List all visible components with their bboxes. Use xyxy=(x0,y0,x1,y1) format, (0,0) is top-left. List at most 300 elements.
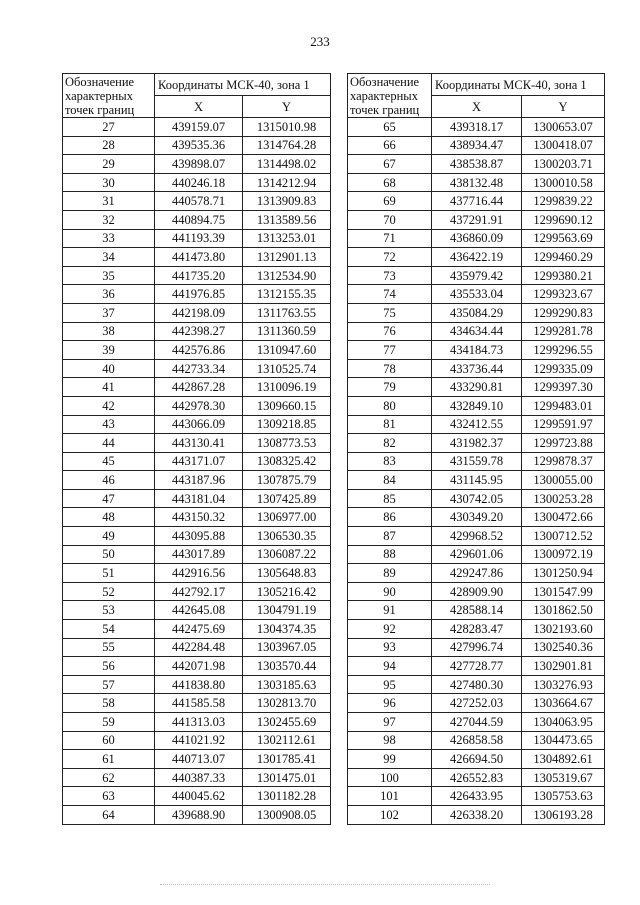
table-row xyxy=(63,564,331,583)
y-coordinate-cell: 1299281.78 xyxy=(522,322,605,341)
point-number-cell: 36 xyxy=(63,285,155,304)
point-number-cell: 80 xyxy=(348,396,432,415)
point-number-cell: 88 xyxy=(348,545,432,564)
point-number-cell: 99 xyxy=(348,750,432,769)
table-row xyxy=(348,564,605,583)
table-row xyxy=(348,694,605,713)
table-row xyxy=(348,434,605,453)
x-coordinate-cell: 440894.75 xyxy=(155,210,243,229)
table-row xyxy=(348,155,605,174)
y-coordinate-cell: 1300972.19 xyxy=(522,545,605,564)
table-row xyxy=(63,173,331,192)
y-coordinate-cell: 1312901.13 xyxy=(243,248,331,267)
x-coordinate-cell: 442916.56 xyxy=(155,564,243,583)
x-coordinate-cell: 435084.29 xyxy=(432,303,522,322)
table-row xyxy=(63,620,331,639)
table-row xyxy=(348,229,605,248)
x-coordinate-cell: 442576.86 xyxy=(155,341,243,360)
y-coordinate-cell: 1302813.70 xyxy=(243,694,331,713)
y-coordinate-cell: 1301785.41 xyxy=(243,750,331,769)
table-row xyxy=(348,173,605,192)
point-number-cell: 40 xyxy=(63,359,155,378)
point-number-cell: 31 xyxy=(63,192,155,211)
y-coordinate-cell: 1304892.61 xyxy=(522,750,605,769)
x-coordinate-cell: 441021.92 xyxy=(155,731,243,750)
y-coordinate-cell: 1299380.21 xyxy=(522,266,605,285)
y-coordinate-cell: 1299563.69 xyxy=(522,229,605,248)
x-coordinate-cell: 439535.36 xyxy=(155,136,243,155)
table-row xyxy=(63,713,331,732)
point-number-cell: 43 xyxy=(63,415,155,434)
table-row xyxy=(348,805,605,824)
table-row xyxy=(63,378,331,397)
y-coordinate-cell: 1299290.83 xyxy=(522,303,605,322)
y-coordinate-cell: 1299591.97 xyxy=(522,415,605,434)
y-coordinate-cell: 1299335.09 xyxy=(522,359,605,378)
x-coordinate-cell: 442645.08 xyxy=(155,601,243,620)
y-coordinate-cell: 1308773.53 xyxy=(243,434,331,453)
table-row xyxy=(348,396,605,415)
x-coordinate-cell: 438934.47 xyxy=(432,136,522,155)
y-coordinate-cell: 1302901.81 xyxy=(522,657,605,676)
point-number-cell: 79 xyxy=(348,378,432,397)
table-row xyxy=(348,415,605,434)
table-row xyxy=(63,118,331,137)
point-number-cell: 61 xyxy=(63,750,155,769)
point-number-cell: 49 xyxy=(63,527,155,546)
point-number-cell: 52 xyxy=(63,582,155,601)
table-row xyxy=(348,471,605,490)
table-row xyxy=(348,675,605,694)
point-number-cell: 39 xyxy=(63,341,155,360)
table-row xyxy=(63,248,331,267)
x-coordinate-cell: 434184.73 xyxy=(432,341,522,360)
y-coordinate-cell: 1314212.94 xyxy=(243,173,331,192)
y-coordinate-cell: 1301547.99 xyxy=(522,582,605,601)
point-number-cell: 91 xyxy=(348,601,432,620)
y-coordinate-cell: 1306977.00 xyxy=(243,508,331,527)
x-coordinate-cell: 441585.58 xyxy=(155,694,243,713)
point-number-cell: 65 xyxy=(348,118,432,137)
y-coordinate-cell: 1306530.35 xyxy=(243,527,331,546)
x-coordinate-cell: 430349.20 xyxy=(432,508,522,527)
point-number-cell: 72 xyxy=(348,248,432,267)
point-number-cell: 68 xyxy=(348,173,432,192)
point-number-cell: 92 xyxy=(348,620,432,639)
x-coordinate-cell: 435533.04 xyxy=(432,285,522,304)
x-coordinate-cell: 426433.95 xyxy=(432,787,522,806)
x-coordinate-cell: 439318.17 xyxy=(432,118,522,137)
x-coordinate-cell: 441735.20 xyxy=(155,266,243,285)
page-number: 233 xyxy=(310,34,330,49)
point-number-cell: 50 xyxy=(63,545,155,564)
y-coordinate-cell: 1301250.94 xyxy=(522,564,605,583)
table-row xyxy=(63,210,331,229)
point-number-cell: 74 xyxy=(348,285,432,304)
y-coordinate-cell: 1311360.59 xyxy=(243,322,331,341)
designation-header: Обозначение характерных точек границ xyxy=(348,74,432,118)
x-coordinate-cell: 442398.27 xyxy=(155,322,243,341)
y-coordinate-cell: 1304374.35 xyxy=(243,620,331,639)
point-number-cell: 37 xyxy=(63,303,155,322)
y-coordinate-cell: 1311763.55 xyxy=(243,303,331,322)
y-coordinate-cell: 1299296.55 xyxy=(522,341,605,360)
table-row xyxy=(63,694,331,713)
x-coordinate-cell: 440713.07 xyxy=(155,750,243,769)
table-row xyxy=(63,452,331,471)
table-row xyxy=(348,527,605,546)
point-number-cell: 98 xyxy=(348,731,432,750)
point-number-cell: 66 xyxy=(348,136,432,155)
x-coordinate-cell: 426858.58 xyxy=(432,731,522,750)
x-coordinate-cell: 427044.59 xyxy=(432,713,522,732)
x-coordinate-cell: 429968.52 xyxy=(432,527,522,546)
table-row xyxy=(348,601,605,620)
y-coordinate-cell: 1310947.60 xyxy=(243,341,331,360)
table-row xyxy=(63,471,331,490)
x-coordinate-cell: 431145.95 xyxy=(432,471,522,490)
y-coordinate-cell: 1304791.19 xyxy=(243,601,331,620)
point-number-cell: 85 xyxy=(348,489,432,508)
x-coordinate-cell: 442198.09 xyxy=(155,303,243,322)
x-coordinate-cell: 442867.28 xyxy=(155,378,243,397)
table-row xyxy=(348,731,605,750)
table-row xyxy=(63,155,331,174)
point-number-cell: 62 xyxy=(63,768,155,787)
x-coordinate-cell: 437716.44 xyxy=(432,192,522,211)
y-coordinate-cell: 1304473.65 xyxy=(522,731,605,750)
x-coordinate-cell: 432849.10 xyxy=(432,396,522,415)
y-coordinate-cell: 1305753.63 xyxy=(522,787,605,806)
point-number-cell: 101 xyxy=(348,787,432,806)
table-row xyxy=(63,545,331,564)
y-coordinate-cell: 1306087.22 xyxy=(243,545,331,564)
y-coordinate-cell: 1303185.63 xyxy=(243,675,331,694)
point-number-cell: 57 xyxy=(63,675,155,694)
x-coordinate-cell: 436422.19 xyxy=(432,248,522,267)
table-row xyxy=(348,359,605,378)
y-coordinate-cell: 1303664.67 xyxy=(522,694,605,713)
point-number-cell: 41 xyxy=(63,378,155,397)
x-coordinate-cell: 435979.42 xyxy=(432,266,522,285)
point-number-cell: 27 xyxy=(63,118,155,137)
table-row xyxy=(63,508,331,527)
table-row xyxy=(348,285,605,304)
point-number-cell: 71 xyxy=(348,229,432,248)
point-number-cell: 59 xyxy=(63,713,155,732)
y-coordinate-cell: 1299878.37 xyxy=(522,452,605,471)
table-row xyxy=(348,452,605,471)
y-coordinate-cell: 1313253.01 xyxy=(243,229,331,248)
y-coordinate-cell: 1303276.93 xyxy=(522,675,605,694)
table-row xyxy=(63,229,331,248)
table-row xyxy=(348,713,605,732)
x-coordinate-cell: 427996.74 xyxy=(432,638,522,657)
x-coordinate-cell: 431982.37 xyxy=(432,434,522,453)
y-coordinate-cell: 1300055.00 xyxy=(522,471,605,490)
x-coordinate-cell: 433290.81 xyxy=(432,378,522,397)
x-coordinate-cell: 431559.78 xyxy=(432,452,522,471)
y-coordinate-cell: 1300712.52 xyxy=(522,527,605,546)
x-coordinate-cell: 440578.71 xyxy=(155,192,243,211)
table-row xyxy=(63,489,331,508)
table-row xyxy=(63,396,331,415)
x-coordinate-cell: 440045.62 xyxy=(155,787,243,806)
point-number-cell: 83 xyxy=(348,452,432,471)
y-coordinate-cell: 1300203.71 xyxy=(522,155,605,174)
x-coordinate-cell: 437291.91 xyxy=(432,210,522,229)
point-number-cell: 56 xyxy=(63,657,155,676)
x-column-header: X xyxy=(432,96,522,118)
point-number-cell: 29 xyxy=(63,155,155,174)
x-coordinate-cell: 427252.03 xyxy=(432,694,522,713)
table-row xyxy=(348,545,605,564)
y-coordinate-cell: 1299397.30 xyxy=(522,378,605,397)
y-coordinate-cell: 1301862.50 xyxy=(522,601,605,620)
table-row xyxy=(63,768,331,787)
point-number-cell: 82 xyxy=(348,434,432,453)
table-row xyxy=(348,787,605,806)
x-coordinate-cell: 440387.33 xyxy=(155,768,243,787)
y-coordinate-cell: 1313909.83 xyxy=(243,192,331,211)
coordinates-table-left xyxy=(62,73,331,825)
table-row xyxy=(348,266,605,285)
y-coordinate-cell: 1302193.60 xyxy=(522,620,605,639)
table-row xyxy=(348,210,605,229)
y-coordinate-cell: 1299483.01 xyxy=(522,396,605,415)
y-coordinate-cell: 1302112.61 xyxy=(243,731,331,750)
x-coordinate-cell: 442733.34 xyxy=(155,359,243,378)
table-row xyxy=(348,136,605,155)
x-coordinate-cell: 443171.07 xyxy=(155,452,243,471)
point-number-cell: 38 xyxy=(63,322,155,341)
table-row xyxy=(348,118,605,137)
y-coordinate-cell: 1309218.85 xyxy=(243,415,331,434)
x-coordinate-cell: 441976.85 xyxy=(155,285,243,304)
point-number-cell: 51 xyxy=(63,564,155,583)
point-number-cell: 95 xyxy=(348,675,432,694)
point-number-cell: 97 xyxy=(348,713,432,732)
y-coordinate-cell: 1307425.89 xyxy=(243,489,331,508)
x-coordinate-cell: 433736.44 xyxy=(432,359,522,378)
x-coordinate-cell: 441313.03 xyxy=(155,713,243,732)
table-row xyxy=(63,657,331,676)
x-coordinate-cell: 442284.48 xyxy=(155,638,243,657)
point-number-cell: 63 xyxy=(63,787,155,806)
y-coordinate-cell: 1302540.36 xyxy=(522,638,605,657)
point-number-cell: 90 xyxy=(348,582,432,601)
x-coordinate-cell: 432412.55 xyxy=(432,415,522,434)
y-coordinate-cell: 1312155.35 xyxy=(243,285,331,304)
y-coordinate-cell: 1300472.66 xyxy=(522,508,605,527)
y-column-header: Y xyxy=(522,96,605,118)
x-coordinate-cell: 441473.80 xyxy=(155,248,243,267)
y-coordinate-cell: 1299723.88 xyxy=(522,434,605,453)
x-coordinate-cell: 443130.41 xyxy=(155,434,243,453)
y-coordinate-cell: 1307875.79 xyxy=(243,471,331,490)
table-row xyxy=(348,378,605,397)
point-number-cell: 46 xyxy=(63,471,155,490)
designation-header: Обозначение характерных точек границ xyxy=(63,74,155,118)
x-coordinate-cell: 438538.87 xyxy=(432,155,522,174)
x-coordinate-cell: 434634.44 xyxy=(432,322,522,341)
y-coordinate-cell: 1306193.28 xyxy=(522,805,605,824)
y-coordinate-cell: 1310525.74 xyxy=(243,359,331,378)
table-row xyxy=(348,322,605,341)
point-number-cell: 69 xyxy=(348,192,432,211)
x-coordinate-cell: 426694.50 xyxy=(432,750,522,769)
table-row xyxy=(348,638,605,657)
x-coordinate-cell: 443150.32 xyxy=(155,508,243,527)
x-coordinate-cell: 443017.89 xyxy=(155,545,243,564)
table-row xyxy=(63,731,331,750)
table-row xyxy=(348,508,605,527)
point-number-cell: 30 xyxy=(63,173,155,192)
x-coordinate-cell: 428909.90 xyxy=(432,582,522,601)
point-number-cell: 100 xyxy=(348,768,432,787)
y-coordinate-cell: 1310096.19 xyxy=(243,378,331,397)
coordinates-table-right xyxy=(347,73,605,825)
table-row xyxy=(63,285,331,304)
point-number-cell: 93 xyxy=(348,638,432,657)
y-coordinate-cell: 1308325.42 xyxy=(243,452,331,471)
x-coordinate-cell: 427480.30 xyxy=(432,675,522,694)
point-number-cell: 42 xyxy=(63,396,155,415)
x-coordinate-cell: 443095.88 xyxy=(155,527,243,546)
x-coordinate-cell: 436860.09 xyxy=(432,229,522,248)
point-number-cell: 44 xyxy=(63,434,155,453)
point-number-cell: 47 xyxy=(63,489,155,508)
x-coordinate-cell: 442978.30 xyxy=(155,396,243,415)
table-row xyxy=(63,341,331,360)
point-number-cell: 58 xyxy=(63,694,155,713)
y-coordinate-cell: 1299690.12 xyxy=(522,210,605,229)
x-coordinate-cell: 441193.39 xyxy=(155,229,243,248)
table-row xyxy=(63,805,331,824)
point-number-cell: 45 xyxy=(63,452,155,471)
x-coordinate-cell: 429601.06 xyxy=(432,545,522,564)
table-row xyxy=(63,638,331,657)
x-coordinate-cell: 439688.90 xyxy=(155,805,243,824)
point-number-cell: 70 xyxy=(348,210,432,229)
y-coordinate-cell: 1314764.28 xyxy=(243,136,331,155)
table-row xyxy=(63,266,331,285)
x-coordinate-cell: 440246.18 xyxy=(155,173,243,192)
table-row xyxy=(63,582,331,601)
point-number-cell: 94 xyxy=(348,657,432,676)
table-row xyxy=(63,136,331,155)
table-row xyxy=(348,248,605,267)
table-row xyxy=(63,787,331,806)
x-coordinate-cell: 442475.69 xyxy=(155,620,243,639)
point-number-cell: 54 xyxy=(63,620,155,639)
point-number-cell: 28 xyxy=(63,136,155,155)
table-row xyxy=(63,303,331,322)
point-number-cell: 55 xyxy=(63,638,155,657)
y-coordinate-cell: 1301182.28 xyxy=(243,787,331,806)
coordinates-header: Координаты МСК-40, зона 1 xyxy=(432,74,605,96)
point-number-cell: 84 xyxy=(348,471,432,490)
x-coordinate-cell: 442071.98 xyxy=(155,657,243,676)
point-number-cell: 75 xyxy=(348,303,432,322)
y-coordinate-cell: 1300418.07 xyxy=(522,136,605,155)
y-coordinate-cell: 1315010.98 xyxy=(243,118,331,137)
x-coordinate-cell: 443187.96 xyxy=(155,471,243,490)
table-row xyxy=(63,415,331,434)
table-row xyxy=(63,675,331,694)
table-row xyxy=(348,303,605,322)
x-coordinate-cell: 428283.47 xyxy=(432,620,522,639)
point-number-cell: 78 xyxy=(348,359,432,378)
table-row xyxy=(348,768,605,787)
y-coordinate-cell: 1300253.28 xyxy=(522,489,605,508)
point-number-cell: 89 xyxy=(348,564,432,583)
x-coordinate-cell: 429247.86 xyxy=(432,564,522,583)
x-coordinate-cell: 439159.07 xyxy=(155,118,243,137)
table-row xyxy=(63,434,331,453)
x-column-header: X xyxy=(155,96,243,118)
table-row xyxy=(348,620,605,639)
table-row xyxy=(63,527,331,546)
point-number-cell: 53 xyxy=(63,601,155,620)
y-coordinate-cell: 1299460.29 xyxy=(522,248,605,267)
bottom-divider xyxy=(160,884,490,885)
y-coordinate-cell: 1314498.02 xyxy=(243,155,331,174)
table-row xyxy=(63,192,331,211)
x-coordinate-cell: 442792.17 xyxy=(155,582,243,601)
y-coordinate-cell: 1305216.42 xyxy=(243,582,331,601)
point-number-cell: 60 xyxy=(63,731,155,750)
table-row xyxy=(348,582,605,601)
x-coordinate-cell: 427728.77 xyxy=(432,657,522,676)
y-coordinate-cell: 1299323.67 xyxy=(522,285,605,304)
y-coordinate-cell: 1302455.69 xyxy=(243,713,331,732)
x-coordinate-cell: 441838.80 xyxy=(155,675,243,694)
y-coordinate-cell: 1312534.90 xyxy=(243,266,331,285)
y-coordinate-cell: 1301475.01 xyxy=(243,768,331,787)
point-number-cell: 86 xyxy=(348,508,432,527)
y-coordinate-cell: 1309660.15 xyxy=(243,396,331,415)
y-coordinate-cell: 1304063.95 xyxy=(522,713,605,732)
point-number-cell: 64 xyxy=(63,805,155,824)
x-coordinate-cell: 426552.83 xyxy=(432,768,522,787)
point-number-cell: 87 xyxy=(348,527,432,546)
y-coordinate-cell: 1300010.58 xyxy=(522,173,605,192)
table-row xyxy=(348,192,605,211)
point-number-cell: 102 xyxy=(348,805,432,824)
y-coordinate-cell: 1305319.67 xyxy=(522,768,605,787)
point-number-cell: 77 xyxy=(348,341,432,360)
point-number-cell: 33 xyxy=(63,229,155,248)
y-coordinate-cell: 1313589.56 xyxy=(243,210,331,229)
y-coordinate-cell: 1303570.44 xyxy=(243,657,331,676)
y-coordinate-cell: 1300908.05 xyxy=(243,805,331,824)
point-number-cell: 67 xyxy=(348,155,432,174)
table-row xyxy=(63,601,331,620)
y-coordinate-cell: 1303967.05 xyxy=(243,638,331,657)
table-row xyxy=(63,359,331,378)
x-coordinate-cell: 439898.07 xyxy=(155,155,243,174)
point-number-cell: 35 xyxy=(63,266,155,285)
x-coordinate-cell: 428588.14 xyxy=(432,601,522,620)
x-coordinate-cell: 438132.48 xyxy=(432,173,522,192)
y-coordinate-cell: 1305648.83 xyxy=(243,564,331,583)
y-coordinate-cell: 1299839.22 xyxy=(522,192,605,211)
x-coordinate-cell: 443181.04 xyxy=(155,489,243,508)
point-number-cell: 81 xyxy=(348,415,432,434)
point-number-cell: 76 xyxy=(348,322,432,341)
point-number-cell: 48 xyxy=(63,508,155,527)
